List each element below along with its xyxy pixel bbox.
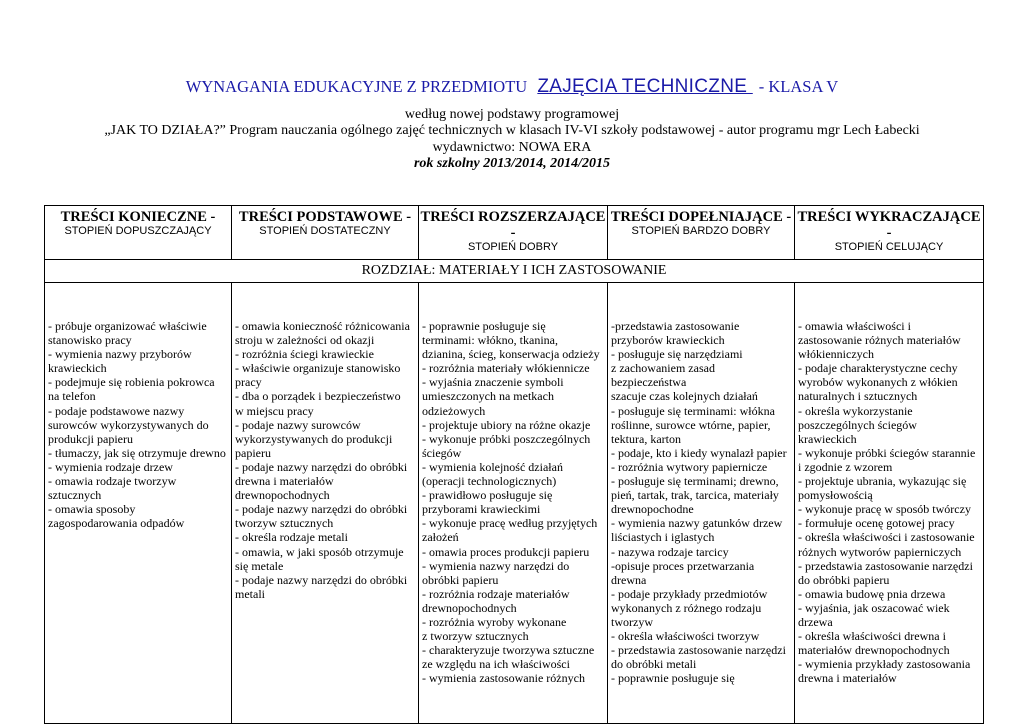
- table-cell: [419, 283, 608, 724]
- cell-items: [45, 283, 231, 530]
- column-header: TREŚCI DOPEŁNIAJĄCE - STOPIEŃ BARDZO DOBRY: [608, 206, 795, 260]
- cell-items: [419, 283, 607, 685]
- cell-line: drewnopochodne: [611, 502, 694, 517]
- cell-line: stroju w zależności od okazji: [235, 333, 375, 348]
- content-row: [45, 283, 984, 724]
- cell-line: - wymienia nazwy przyborów: [48, 347, 192, 362]
- cell-line: - przedstawia zastosowanie narzędzi: [798, 558, 973, 573]
- cell-line: - wymienia kolejność działań: [422, 459, 563, 474]
- cell-line: - określa właściwości tworzyw: [611, 629, 760, 644]
- cell-line: - określa właściwości drewna i: [798, 629, 946, 644]
- title-suffix: - KLASA V: [758, 77, 839, 96]
- cell-line: - podaje nazwy narzędzi do obróbki: [235, 459, 408, 474]
- cell-line: - charakteryzuje tworzywa sztuczne: [422, 643, 595, 658]
- cell-line: z zachowaniem zasad: [611, 361, 715, 376]
- cell-line: - formułuje ocenę gotowej pracy: [798, 516, 955, 531]
- section-title: ROZDZIAŁ: MATERIAŁY I ICH ZASTOSOWANIE: [45, 260, 984, 283]
- cell-line: - tłumaczy, jak się otrzymuje drewno: [48, 445, 226, 460]
- cell-line: umieszczonych na metkach: [422, 389, 554, 404]
- cell-line: - omawia konieczność różnicowania: [235, 319, 410, 333]
- requirements-table: [44, 205, 984, 724]
- title-prefix: WYNAGANIA EDUKACYJNE Z PRZEDMIOTU: [185, 77, 528, 96]
- cell-line: bezpieczeństwa: [611, 375, 687, 390]
- cell-items: [608, 283, 794, 685]
- cell-line: terminami: włókno, tkanina,: [422, 333, 558, 348]
- cell-line: do obróbki papieru: [798, 572, 890, 587]
- program-description: „JAK TO DZIAŁA?” Program nauczania ogólnego zajęć technicznych w klasach IV-VI szkoły podstawowej - autor programu mgr Lech Łabecki: [104, 123, 920, 138]
- cell-line: - rozróżnia wytwory papiernicze: [611, 459, 768, 474]
- cell-line: - posługuje się terminami; drewno,: [611, 474, 779, 489]
- cell-line: - wymienia zastosowanie różnych: [422, 671, 585, 686]
- cell-line: - podaje, kto i kiedy wynalazł papier: [611, 445, 787, 460]
- cell-items: [795, 283, 983, 685]
- cell-line: - omawia proces produkcji papieru: [422, 544, 590, 559]
- cell-line: ściegów: [422, 445, 462, 460]
- cell-line: zastosowanie różnych materiałów: [798, 333, 961, 348]
- cell-line: tektura, karton: [611, 431, 681, 446]
- cell-line: liściastych i iglastych: [611, 530, 715, 545]
- cell-line: - podaje nazwy narzędzi do obróbki: [235, 502, 408, 517]
- cell-line: drewna i materiałów: [235, 474, 334, 489]
- column-header: TREŚCI ROZSZERZAJĄCE - STOPIEŃ DOBRY: [419, 206, 608, 260]
- cell-line: - wykonuje pracę w sposób twórczy: [798, 502, 971, 517]
- cell-line: - projektuje ubiory na różne okazje: [422, 417, 591, 432]
- table-cell: [795, 283, 984, 724]
- cell-line: tworzyw sztucznych: [235, 516, 334, 531]
- table-cell: [232, 283, 419, 724]
- cell-line: drewna: [611, 572, 647, 587]
- cell-line: - rozróżnia wyroby wykonane: [422, 614, 567, 629]
- cell-line: - określa rodzaje metali: [235, 530, 348, 545]
- cell-line: włókienniczych: [798, 347, 874, 362]
- document-title: [0, 76, 1024, 98]
- cell-line: krawieckich: [798, 431, 857, 446]
- cell-line: surowców wykorzystywanych do: [48, 417, 209, 432]
- cell-line: - wykonuje pracę według przyjętych: [422, 516, 598, 531]
- cell-line: - podaje charakterystyczne cechy: [798, 361, 958, 376]
- cell-line: - omawia właściwości i: [798, 319, 911, 333]
- cell-line: - wykonuje próbki ściegów starannie: [798, 445, 976, 460]
- cell-line: szacuje czas kolejnych działań: [611, 389, 758, 404]
- cell-line: - wymienia nazwy narzędzi do: [422, 558, 570, 573]
- cell-line: zagospodarowania odpadów: [48, 516, 185, 531]
- cell-line: - wymienia nazwy gatunków drzew: [611, 516, 783, 531]
- cell-line: pień, tartak, trak, tarcica, materiały: [611, 488, 779, 503]
- cell-line: - prawidłowo posługuje się: [422, 488, 553, 503]
- column-header: TREŚCI PODSTAWOWE - STOPIEŃ DOSTATECZNY: [232, 206, 419, 260]
- cell-line: - przedstawia zastosowanie narzędzi: [611, 643, 786, 658]
- cell-line: odzieżowych: [422, 403, 486, 418]
- cell-line: naturalnych i sztucznych: [798, 389, 918, 404]
- cell-items: [232, 283, 418, 601]
- cell-line: - próbuje organizować właściwie: [48, 319, 207, 333]
- cell-line: - nazywa rodzaje tarcicy: [611, 544, 729, 559]
- table-cell: [45, 283, 232, 724]
- header-row: [45, 206, 984, 260]
- cell-line: krawieckich: [48, 361, 107, 376]
- school-year: rok szkolny 2013/2014, 2014/2015: [413, 156, 610, 171]
- cell-line: sztucznych: [48, 488, 102, 503]
- cell-line: wykonanych z różnego rodzaju: [611, 600, 762, 615]
- cell-line: roślinne, surowce wtórne, papier,: [611, 417, 771, 432]
- cell-line: - wyjaśnia, jak oszacować wiek: [798, 600, 950, 615]
- cell-line: -opisuje proces przetwarzania: [611, 558, 755, 573]
- cell-line: - dba o porządek i bezpieczeństwo: [235, 389, 401, 404]
- cell-line: drewnopochodnych: [235, 488, 330, 503]
- cell-line: - rozróżnia materiały włókiennicze: [422, 361, 590, 376]
- cell-line: - podaje przykłady przedmiotów: [611, 586, 768, 601]
- cell-line: ze względu na ich właściwości: [422, 657, 570, 672]
- cell-line: - omawia, w jaki sposób otrzymuje: [235, 544, 404, 559]
- cell-line: papieru: [235, 445, 271, 460]
- cell-line: i zgodnie z wzorem: [798, 459, 893, 474]
- cell-line: obróbki papieru: [422, 572, 499, 587]
- cell-line: - podaje nazwy surowców: [235, 417, 361, 432]
- cell-line: - wymienia przykłady zastosowania: [798, 657, 971, 672]
- cell-line: - posługuje się terminami: włókna: [611, 403, 775, 418]
- cell-line: - rozróżnia rodzaje materiałów: [422, 586, 570, 601]
- cell-line: - właściwie organizuje stanowisko: [235, 361, 401, 376]
- cell-line: - określa wykorzystanie: [798, 403, 913, 418]
- cell-line: - omawia budowę pnia drzewa: [798, 586, 946, 601]
- curriculum-note: według nowej podstawy programowej: [404, 107, 620, 122]
- cell-line: materiałów drewnopochodnych: [798, 643, 950, 658]
- cell-line: pomysłowością: [798, 488, 873, 503]
- cell-line: do obróbki metali: [611, 657, 697, 672]
- cell-line: stanowisko pracy: [48, 333, 132, 348]
- cell-line: - podejmuje się robienia pokrowca: [48, 375, 215, 390]
- cell-line: założeń: [422, 530, 459, 545]
- cell-line: drzewa: [798, 614, 833, 629]
- cell-line: się metale: [235, 558, 284, 573]
- subject-name: ZAJĘCIA TECHNICZNE: [537, 76, 753, 97]
- cell-line: - projektuje ubrania, wykazując się: [798, 474, 967, 489]
- cell-line: dzianina, ścieg, konserwacja odzieży: [422, 347, 600, 362]
- cell-line: (operacji technologicznych): [422, 474, 557, 489]
- column-header: TREŚCI WYKRACZAJĄCE - STOPIEŃ CELUJĄCY: [795, 206, 984, 260]
- table-cell: [608, 283, 795, 724]
- section-row: [45, 260, 984, 283]
- cell-line: wykorzystywanych do produkcji: [235, 431, 393, 446]
- cell-line: na telefon: [48, 389, 96, 404]
- cell-line: przyborami krawieckimi: [422, 502, 541, 517]
- cell-line: przyborów krawieckich: [611, 333, 725, 348]
- cell-line: pracy: [235, 375, 262, 390]
- cell-line: - podaje nazwy narzędzi do obróbki: [235, 572, 408, 587]
- cell-line: - wyjaśnia znaczenie symboli: [422, 375, 564, 390]
- cell-line: - wymienia rodzaje drzew: [48, 459, 173, 474]
- cell-line: - rozróżnia ściegi krawieckie: [235, 347, 374, 362]
- cell-line: metali: [235, 586, 265, 601]
- cell-line: różnych wytworów papierniczych: [798, 544, 962, 559]
- cell-line: -przedstawia zastosowanie: [611, 319, 740, 333]
- cell-line: tworzyw: [611, 614, 653, 629]
- cell-line: - określa właściwości i zastosowanie: [798, 530, 975, 545]
- cell-line: - posługuje się narzędziami: [611, 347, 743, 362]
- cell-line: - omawia rodzaje tworzyw: [48, 474, 177, 489]
- cell-line: - omawia sposoby: [48, 502, 136, 517]
- cell-line: produkcji papieru: [48, 431, 133, 446]
- cell-line: z tworzyw sztucznych: [422, 629, 529, 644]
- publisher-line: wydawnictwo: NOWA ERA: [432, 140, 592, 155]
- column-header: TREŚCI KONIECZNE - STOPIEŃ DOPUSZCZAJĄCY: [45, 206, 232, 260]
- cell-line: - podaje podstawowe nazwy: [48, 403, 185, 418]
- cell-line: - wykonuje próbki poszczególnych: [422, 431, 591, 446]
- cell-line: - poprawnie posługuje się: [422, 319, 546, 333]
- cell-line: poszczególnych ściegów: [798, 417, 917, 432]
- cell-line: - poprawnie posługuje się: [611, 671, 735, 686]
- cell-line: w miejscu pracy: [235, 403, 314, 418]
- cell-line: drewna i materiałów: [798, 671, 897, 686]
- cell-line: wyrobów wykonanych z włókien: [798, 375, 958, 390]
- cell-line: drewnopochodnych: [422, 600, 517, 615]
